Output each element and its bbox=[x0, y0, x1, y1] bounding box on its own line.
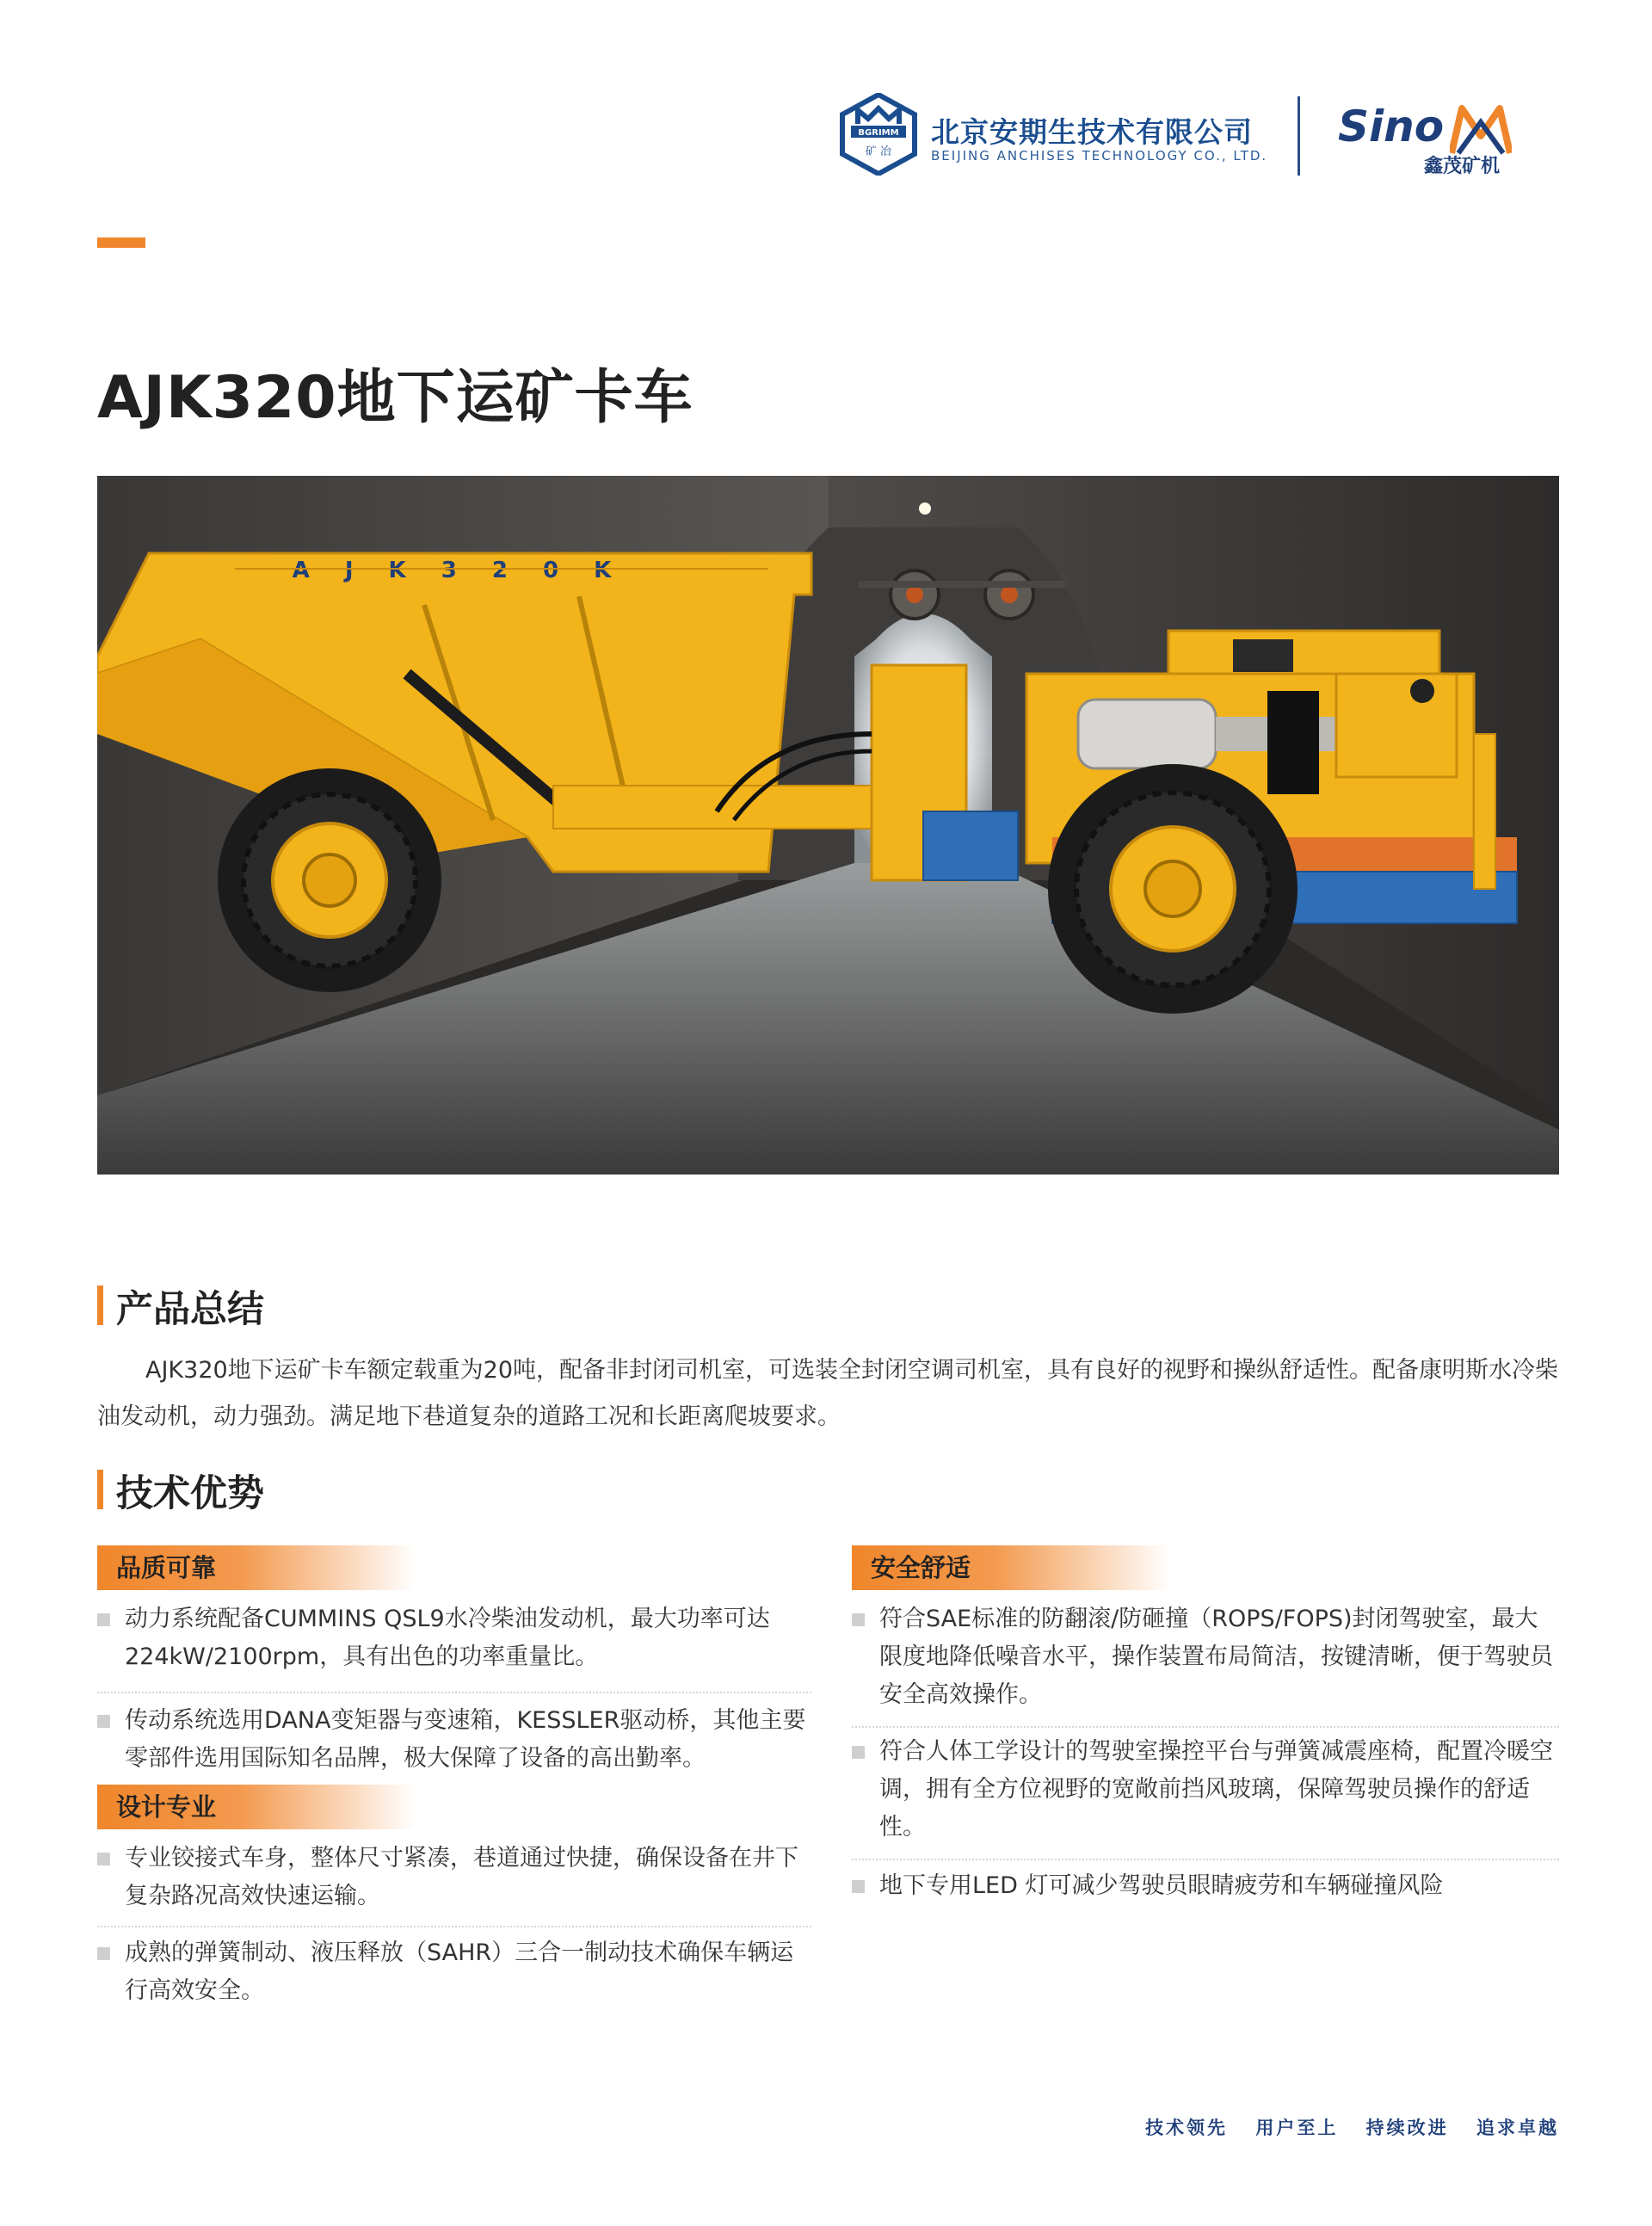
bullet-square-icon bbox=[97, 1613, 110, 1626]
list-item: 动力系统配备CUMMINS QSL9水冷柴油发动机，最大功率可达224kW/2100rpm，具有出色的功率重量比。 bbox=[97, 1600, 811, 1676]
bullet-square-icon bbox=[852, 1880, 865, 1893]
brand-name-cn: 鑫茂矿机 bbox=[1424, 156, 1501, 177]
accent-bar bbox=[97, 237, 145, 248]
company-logo-icon bbox=[839, 93, 918, 176]
item-divider bbox=[97, 1926, 811, 1927]
header-divider bbox=[1298, 96, 1300, 176]
footer-slogan: 技术领先 用户至上 持续改进 追求卓越 bbox=[1145, 2118, 1559, 2138]
company-name-en: BEIJING ANCHISES TECHNOLOGY CO., LTD. bbox=[931, 148, 1268, 163]
bullet-square-icon bbox=[97, 1715, 110, 1728]
safety-subheading bbox=[852, 1545, 1170, 1590]
list-item: 符合人体工学设计的驾驶室操控平台与弹簧减震座椅，配置冷暖空调，拥有全方位视野的宽敞前挡风玻璃，保障驾驶员操作的舒适性。 bbox=[852, 1733, 1559, 1847]
design-subheading bbox=[97, 1785, 416, 1829]
bullet-square-icon bbox=[852, 1613, 865, 1626]
brand-m-icon bbox=[1450, 105, 1512, 155]
item-divider bbox=[852, 1726, 1559, 1728]
truck-marking-text: A J K 3 2 0 K bbox=[292, 558, 626, 583]
bullet-square-icon bbox=[97, 1947, 110, 1960]
bullet-square-icon bbox=[97, 1853, 110, 1865]
summary-heading: 产品总结 bbox=[116, 1288, 264, 1331]
list-item: 专业铰接式车身，整体尺寸紧凑，巷道通过快捷，确保设备在井下复杂路况高效快速运输。 bbox=[97, 1840, 811, 1915]
summary-text: AJK320地下运矿卡车额定载重为20吨，配备非封闭司机室，可选装全封闭空调司机室，具有良好的视野和操纵舒适性。配备康明斯水冷柴油发动机，动力强劲。满足地下巷道复杂的道路工况和长距离爬坡要求。 bbox=[97, 1357, 1559, 1430]
list-item: 地下专用LED 灯可减少驾驶员眼睛疲劳和车辆碰撞风险 bbox=[852, 1867, 1559, 1905]
safety-subheading-label: 安全舒适 bbox=[871, 1553, 971, 1582]
hero-truck-image bbox=[97, 476, 1559, 1175]
advantages-heading-bar bbox=[97, 1470, 103, 1509]
list-item: 成熟的弹簧制动、液压释放（SAHR）三合一制动技术确保车辆运行高效安全。 bbox=[97, 1934, 811, 2010]
list-item: 符合SAE标准的防翻滚/防砸撞（ROPS/FOPS)封闭驾驶室，最大限度地降低噪音水平，操作装置布局简洁，按键清晰，便于驾驶员安全高效操作。 bbox=[852, 1600, 1559, 1714]
advantages-heading: 技术优势 bbox=[116, 1472, 264, 1515]
bullet-square-icon bbox=[852, 1746, 865, 1759]
svg-text:矿 冶: 矿 冶 bbox=[865, 145, 892, 158]
brand-logo-text: Sino bbox=[1338, 102, 1445, 151]
page-title: AJK320地下运矿卡车 bbox=[97, 364, 693, 432]
item-divider bbox=[97, 1692, 811, 1693]
design-subheading-label: 设计专业 bbox=[116, 1792, 217, 1822]
item-divider bbox=[852, 1859, 1559, 1860]
logo-text: BGRIMM bbox=[858, 128, 899, 138]
summary-heading-bar bbox=[97, 1286, 103, 1325]
company-name-cn: 北京安期生技术有限公司 bbox=[931, 115, 1253, 149]
list-item: 传动系统选用DANA变矩器与变速箱，KESSLER驱动桥，其他主要零部件选用国际知名品牌，极大保障了设备的高出勤率。 bbox=[97, 1702, 811, 1778]
quality-subheading bbox=[97, 1545, 416, 1590]
quality-subheading-label: 品质可靠 bbox=[116, 1553, 217, 1582]
